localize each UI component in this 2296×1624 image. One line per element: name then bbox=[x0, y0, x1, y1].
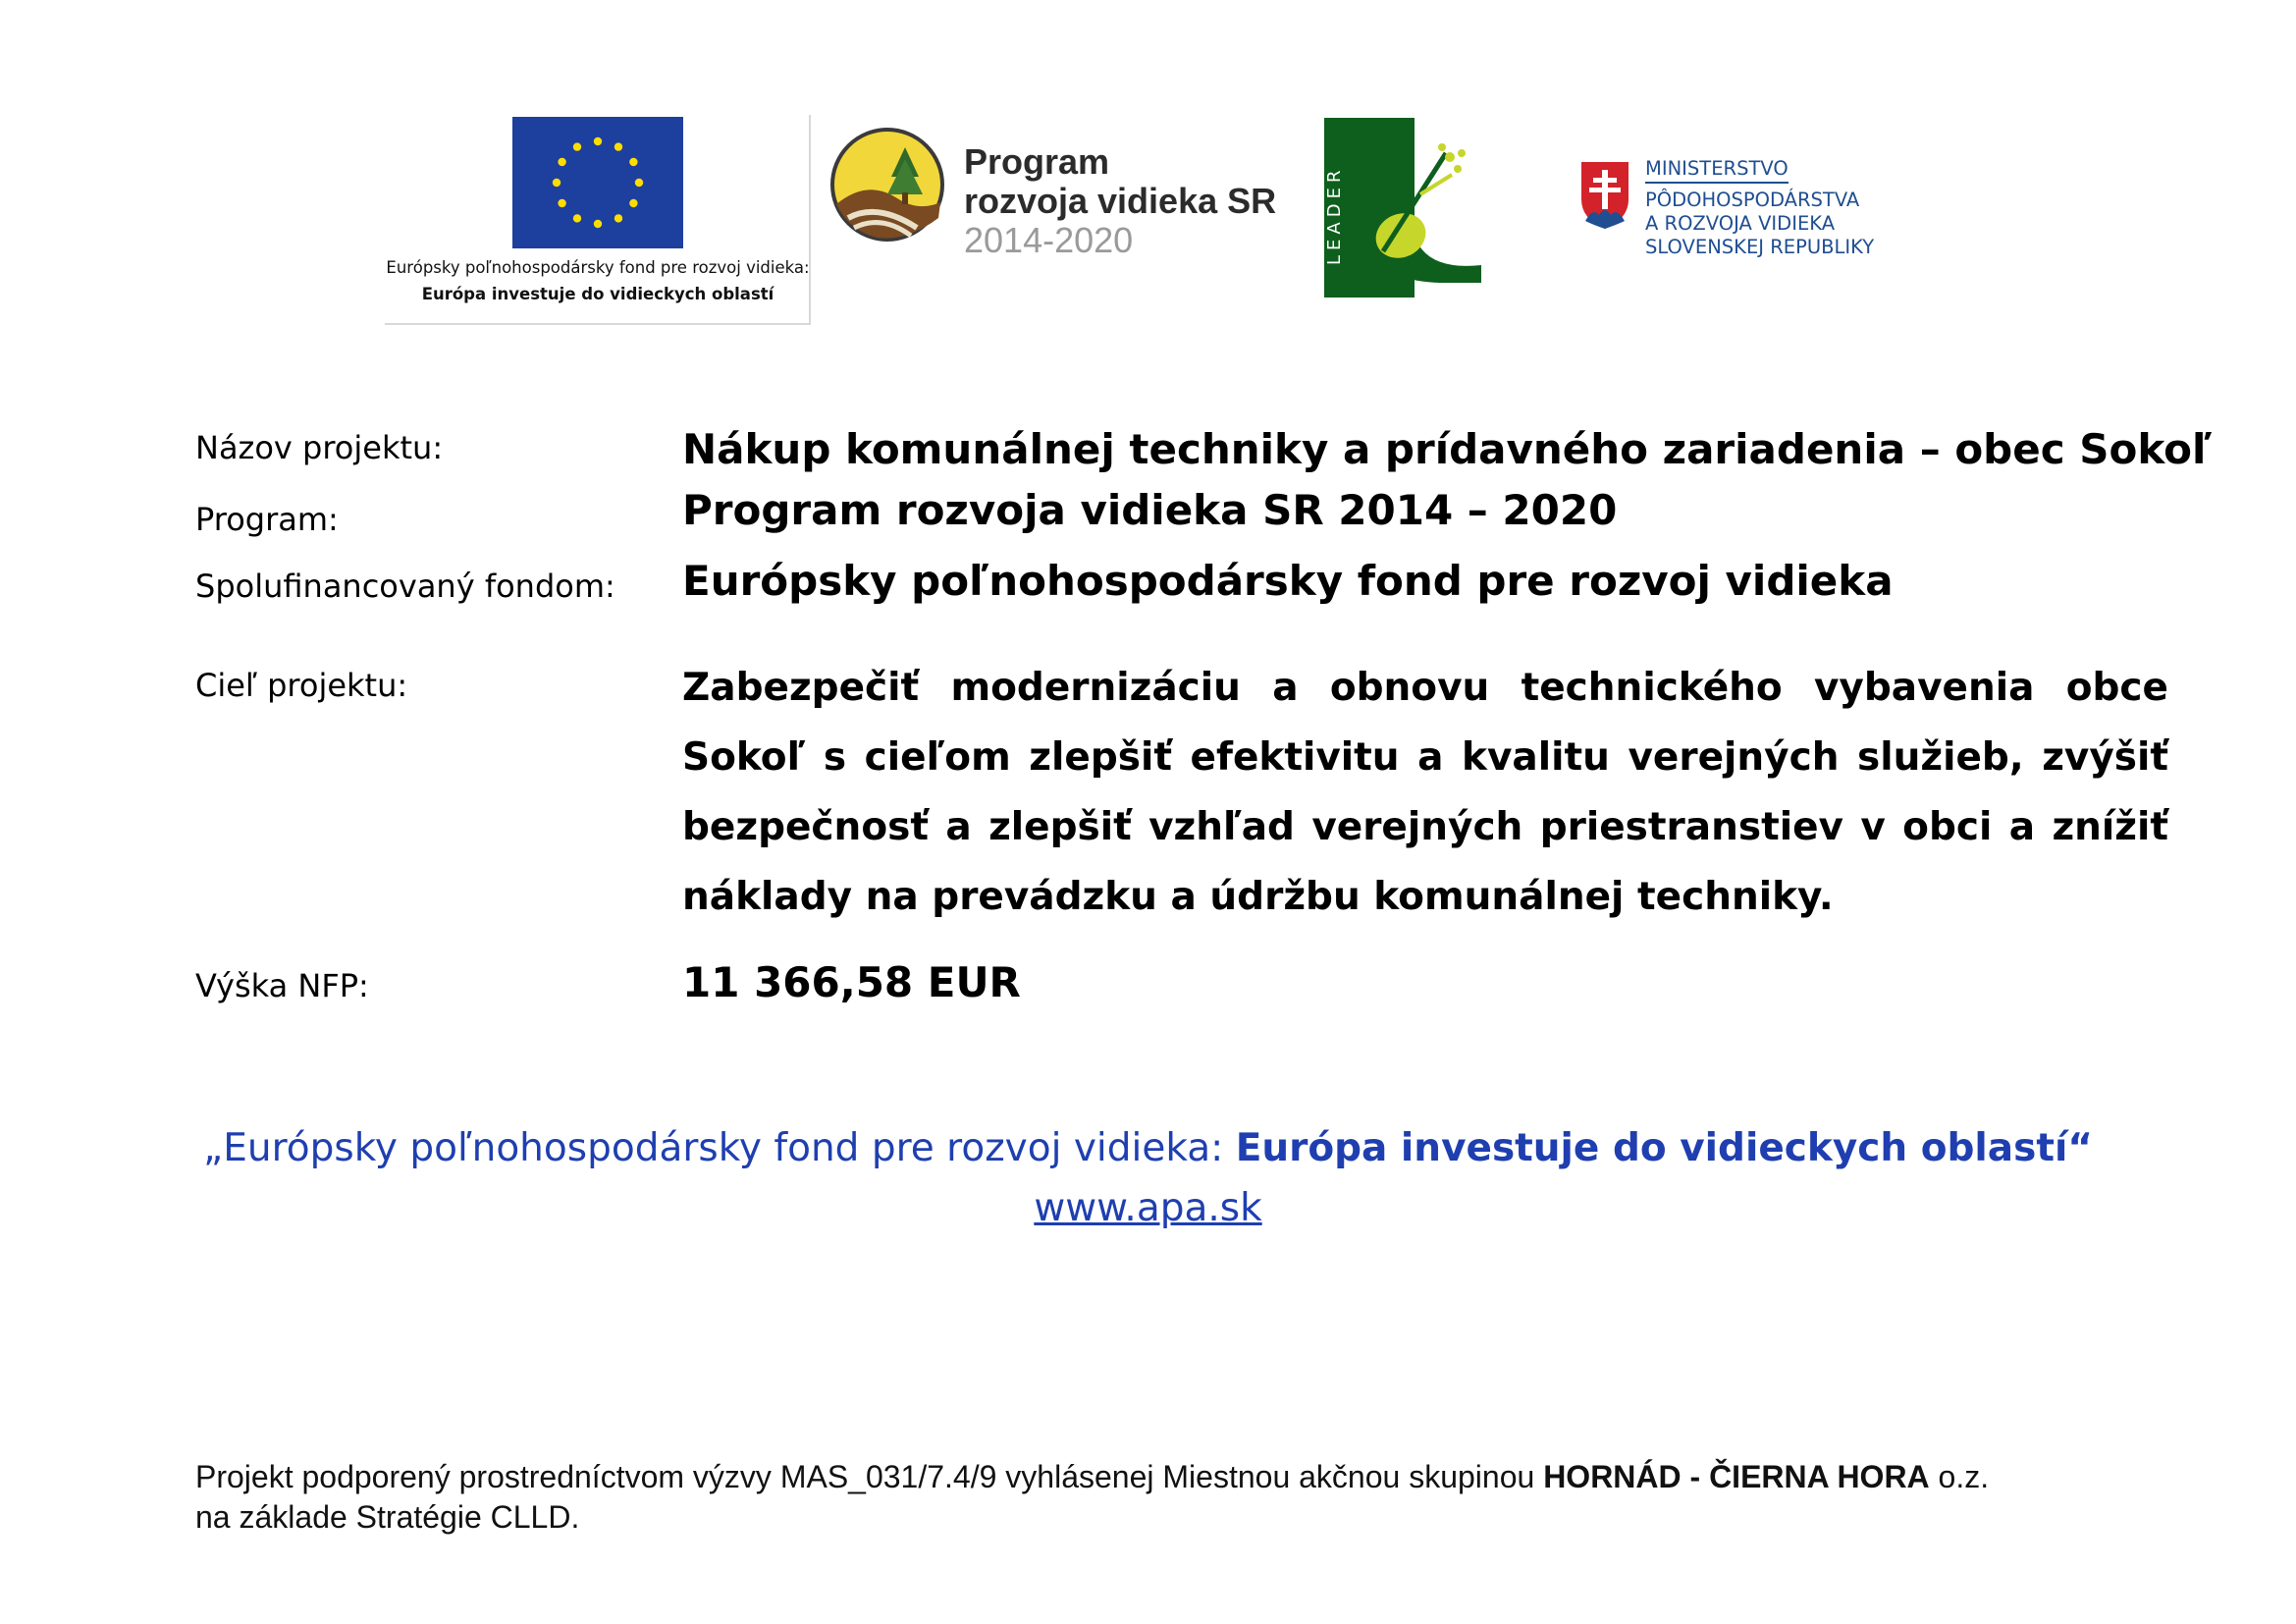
eu-fund-logo bbox=[385, 115, 811, 325]
web-link-line bbox=[0, 1186, 2296, 1230]
footer-line1 bbox=[195, 1457, 1989, 1497]
fund-label: Spolufinancovaný fondom: bbox=[195, 568, 615, 605]
fund-value: Európsky poľnohospodársky fond pre rozvoj vidieka bbox=[682, 557, 1894, 605]
amount-label: Výška NFP: bbox=[195, 967, 369, 1004]
amount-value: 11 366,58 EUR bbox=[682, 958, 1021, 1006]
eu-caption-line2: Európa investuje do vidieckych oblastí bbox=[421, 285, 774, 303]
program-value: Program rozvoja vidieka SR 2014 – 2020 bbox=[682, 486, 1618, 534]
slovak-coat-of-arms-icon bbox=[1579, 160, 1630, 231]
leader-logo bbox=[1324, 118, 1481, 298]
ministry-logo-text bbox=[1645, 157, 1874, 259]
eu-caption-line1: Európsky poľnohospodársky fond pre rozvoj vidieka: bbox=[386, 258, 810, 277]
prv-line1: Program bbox=[964, 141, 1110, 182]
prv-line2: rozvoja vidieka SR bbox=[964, 181, 1277, 221]
project-name-label: Názov projektu: bbox=[195, 429, 444, 466]
footer-line2: na základe Stratégie CLLD. bbox=[195, 1499, 580, 1535]
ministry-line3: A ROZVOJA VIDIEKA bbox=[1645, 212, 1836, 235]
project-name-value: Nákup komunálnej techniky a prídavného zariadenia – obec Sokoľ bbox=[682, 425, 2213, 473]
prv-logo-text bbox=[964, 142, 1276, 260]
goal-label: Cieľ projektu: bbox=[195, 667, 408, 704]
program-label: Program: bbox=[195, 501, 339, 538]
prv-emblem-icon bbox=[828, 120, 946, 257]
footer-note bbox=[195, 1457, 1989, 1538]
prv-line3: 2014-2020 bbox=[964, 220, 1134, 260]
slogan-part1: „Európsky poľnohospodársky fond pre rozvoj vidieka: bbox=[203, 1126, 1236, 1170]
leader-text: LEADER bbox=[1324, 165, 1345, 265]
ministry-line4: SLOVENSKEJ REPUBLIKY bbox=[1645, 236, 1875, 258]
eu-flag-icon bbox=[512, 117, 683, 248]
footer-line1-bold: HORNÁD - ČIERNA HORA bbox=[1543, 1459, 1930, 1494]
slogan-part2: Európa investuje do vidieckych oblastí“ bbox=[1235, 1126, 2093, 1170]
apa-link[interactable]: www.apa.sk bbox=[1034, 1186, 1262, 1230]
slogan bbox=[0, 1126, 2296, 1170]
ministry-line1: MINISTERSTVO bbox=[1645, 157, 1789, 184]
footer-line1-a: Projekt podporený prostredníctvom výzvy MAS_031/7.4/9 vyhlásenej Miestnou akčnou skupinou bbox=[195, 1459, 1544, 1494]
footer-line1-b: o.z. bbox=[1929, 1459, 1990, 1494]
logo-strip bbox=[0, 0, 2296, 334]
goal-value: Zabezpečiť modernizáciu a obnovu technického vybavenia obce Sokoľ s cieľom zlepšiť efektivitu a kvalitu verejných služieb, zvýšiť bezpečnosť a zlepšiť vzhľad verejných priestranstiev v obci a znížiť náklady na prevádzku a údržbu komunálnej techniky. bbox=[682, 666, 2168, 919]
ministry-line2: PÔDOHOSPODÁRSTVA bbox=[1645, 189, 1860, 211]
